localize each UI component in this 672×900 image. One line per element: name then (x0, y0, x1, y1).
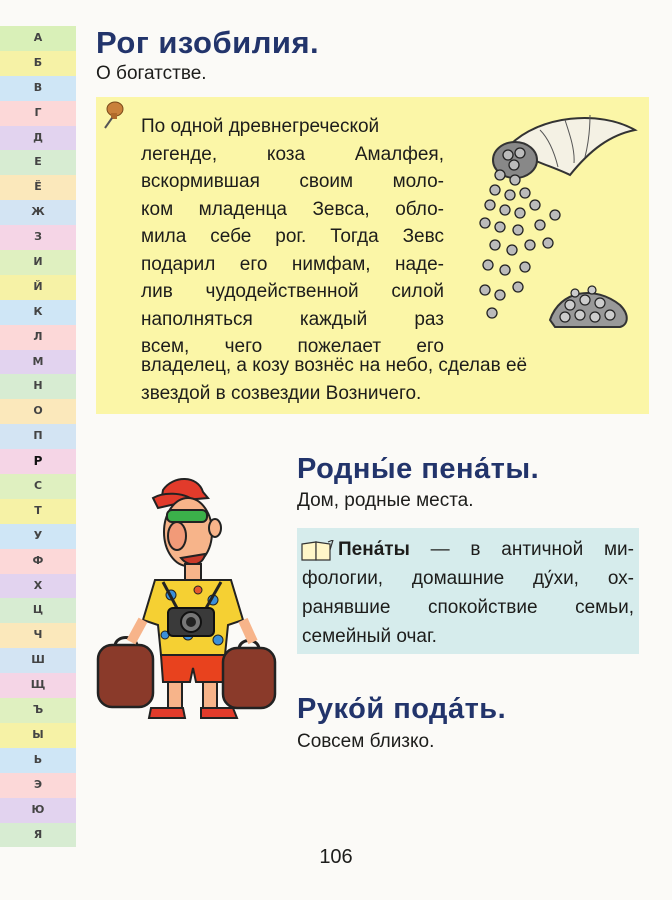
legend-line: лив чудодейственной силой (141, 281, 444, 302)
alphabet-letter: Ш (0, 648, 76, 673)
alphabet-letter: К (0, 300, 76, 325)
legend-line: звездой в созвездии Возничего. (141, 382, 422, 404)
alphabet-letter: У (0, 524, 76, 549)
alphabet-letter: Я (0, 823, 76, 848)
page-number: 106 (319, 846, 353, 868)
alphabet-letter: Р (0, 449, 76, 474)
alphabet-letter: Е (0, 150, 76, 175)
legend-line: владелец, а козу вознёс на небо, сделав её (141, 355, 528, 376)
legend-line: подарил его нимфам, наде- (141, 253, 444, 275)
legend-text (141, 113, 444, 361)
entry-subtitle-rukoy-podat: Совсем близко. (297, 731, 435, 752)
alphabet-letter: Л (0, 325, 76, 350)
legend-line: По одной древнегреческой (141, 116, 380, 137)
entry-title-rog-izobiliya: Рог изобилия. (96, 25, 320, 60)
definition-body: — в античной ми-фологии, домашние ду́хи, ох-ранявшие спокойствие семьи, семейный очаг. (302, 539, 634, 647)
pushpin-icon (100, 100, 126, 130)
entry-subtitle-rog-izobiliya: О богатстве. (96, 63, 207, 84)
alphabet-letter: Ю (0, 798, 76, 823)
alphabet-letter: Н (0, 374, 76, 399)
legend-line: вскормившая своим моло- (141, 171, 444, 192)
alphabet-letter: И (0, 250, 76, 275)
entry-title-rodnye-penaty: Родны́е пена́ты. (297, 453, 540, 485)
legend-line: наполняться каждый раз (141, 308, 444, 330)
cornucopia-illustration (470, 105, 640, 340)
alphabet-letter: О (0, 399, 76, 424)
alphabet-letter: В (0, 76, 76, 101)
legend-line: всем, чего пожелает его (141, 336, 444, 357)
alphabet-letter: Х (0, 574, 76, 599)
entry-title-rukoy-podat: Руко́й пода́ть. (297, 693, 507, 725)
alphabet-letter: Ф (0, 549, 76, 574)
alphabet-letter: А (0, 26, 76, 51)
legend-line: мила себе рог. Тогда Зевс (141, 226, 444, 247)
alphabet-index (0, 26, 76, 847)
alphabet-letter: С (0, 474, 76, 499)
alphabet-letter: Т (0, 499, 76, 524)
legend-line: легенде, коза Амалфея, (141, 143, 444, 165)
alphabet-letter: Ч (0, 623, 76, 648)
definition-text (302, 535, 634, 651)
tourist-illustration (93, 470, 278, 730)
definition-term: Пена́ты (338, 539, 410, 560)
alphabet-letter: З (0, 225, 76, 250)
alphabet-letter: П (0, 424, 76, 449)
entry-subtitle-rodnye-penaty: Дом, родные места. (297, 490, 474, 511)
alphabet-letter: Ъ (0, 698, 76, 723)
alphabet-letter: Й (0, 275, 76, 300)
alphabet-letter: Б (0, 51, 76, 76)
alphabet-letter: Ц (0, 598, 76, 623)
alphabet-letter: Г (0, 101, 76, 126)
alphabet-letter: М (0, 350, 76, 375)
alphabet-letter: Щ (0, 673, 76, 698)
legend-line: ком младенца Зевса, обло- (141, 198, 444, 220)
legend-text-tail (141, 352, 641, 407)
alphabet-letter: Э (0, 773, 76, 798)
alphabet-letter: Ж (0, 200, 76, 225)
alphabet-letter: Д (0, 126, 76, 151)
alphabet-letter: Ё (0, 175, 76, 200)
alphabet-letter: Ь (0, 748, 76, 773)
alphabet-letter: Ы (0, 723, 76, 748)
